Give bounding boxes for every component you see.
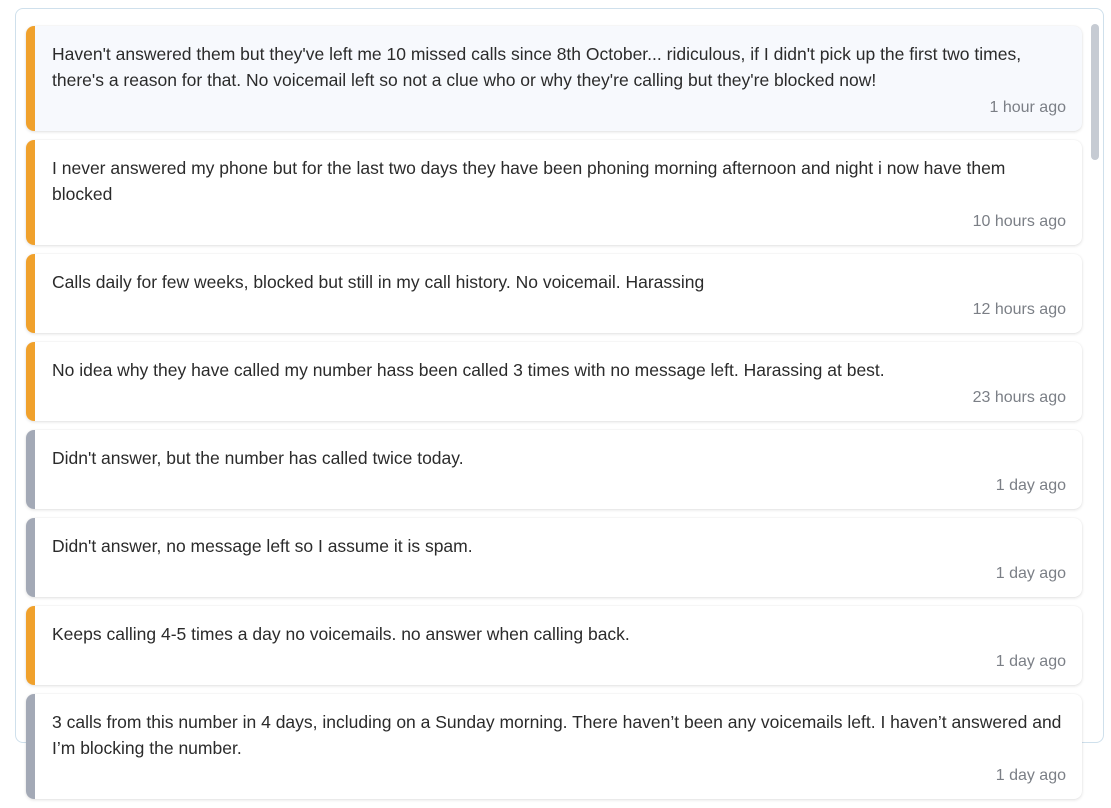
comment-card [26,26,1082,131]
comment-time: 23 hours ago [972,389,1066,406]
rating-bar [26,254,35,333]
comment-text: 3 calls from this number in 4 days, including on a Sunday morning. There haven’t been any voicemails left. I haven’t answered and I’m blocking the number. [52,712,1062,758]
rating-bar [26,430,35,509]
comment-card [26,342,1082,421]
comment-text: No idea why they have called my number hass been called 3 times with no message left. Harassing at best. [52,360,885,380]
rating-bar [26,26,35,131]
comment-card [26,518,1082,597]
rating-bar [26,694,35,799]
comment-time: 12 hours ago [972,301,1066,318]
scrollbar-thumb[interactable] [1091,24,1099,160]
comment-text: Didn't answer, no message left so I assume it is spam. [52,536,473,556]
comment-time: 1 day ago [995,477,1066,494]
comments-list [26,26,1082,808]
comment-text: Haven't answered them but they've left me 10 missed calls since 8th October... ridiculous, if I didn't pick up the first two times, there's a reason for that. No voicemail left so not a clue who or why they're calling but they're blocked now! [52,44,1022,90]
comment-text: Calls daily for few weeks, blocked but still in my call history. No voicemail. Harassing [52,272,705,292]
comment-card [26,606,1082,685]
comment-time: 1 hour ago [989,99,1066,116]
comments-scroll-area[interactable] [16,9,1085,784]
comments-panel [15,8,1104,784]
comment-text: Didn't answer, but the number has called twice today. [52,448,464,468]
comment-time: 1 day ago [995,565,1066,582]
comment-card [26,694,1082,799]
rating-bar [26,342,35,421]
comment-time: 1 day ago [995,653,1066,670]
comment-card [26,140,1082,245]
comment-time: 10 hours ago [972,213,1066,230]
comment-card [26,430,1082,509]
comment-text: I never answered my phone but for the last two days they have been phoning morning afternoon and night i now have them blocked [52,158,1006,204]
rating-bar [26,140,35,245]
rating-bar [26,518,35,597]
rating-bar [26,606,35,685]
comment-time: 1 day ago [995,767,1066,784]
comment-text: Keeps calling 4-5 times a day no voicemails. no answer when calling back. [52,624,630,644]
comment-card [26,254,1082,333]
vertical-scrollbar[interactable] [1091,19,1099,732]
